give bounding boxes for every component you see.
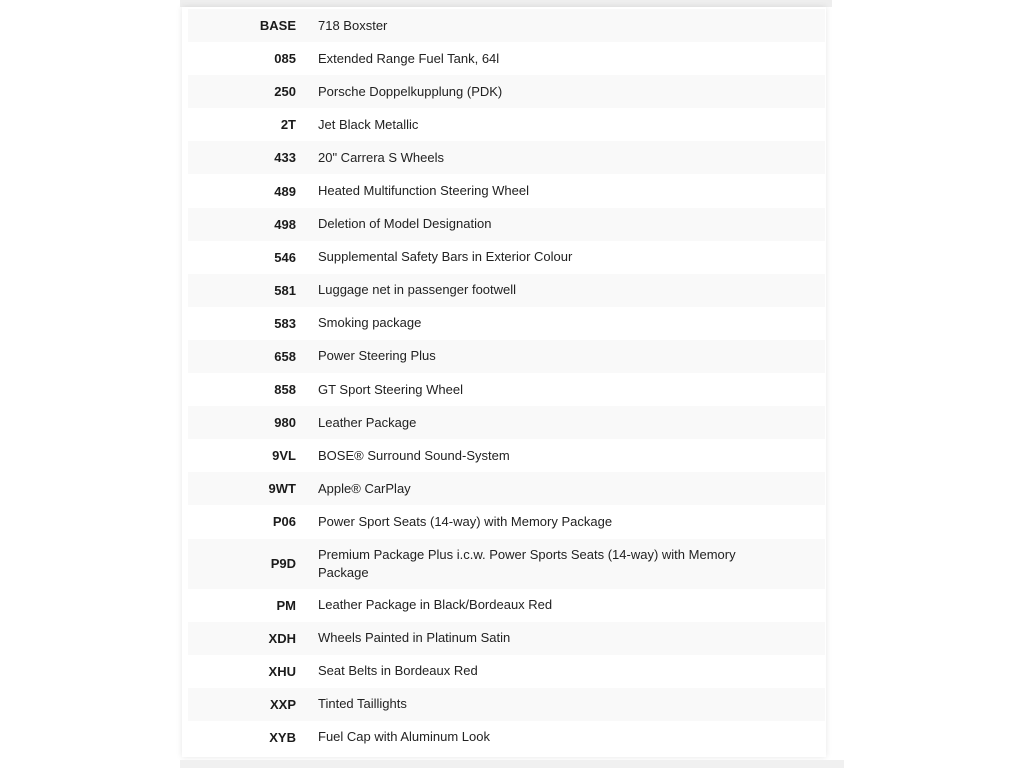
table-row — [188, 721, 825, 754]
option-code: 498 — [188, 208, 318, 241]
table-row — [188, 274, 825, 307]
table-row — [188, 472, 825, 505]
table-row — [188, 75, 825, 108]
option-code: 2T — [188, 108, 318, 141]
table-row — [188, 439, 825, 472]
option-description: Power Sport Seats (14-way) with Memory Package — [318, 505, 825, 538]
option-description: Heated Multifunction Steering Wheel — [318, 174, 825, 207]
option-code: 546 — [188, 241, 318, 274]
table-row — [188, 42, 825, 75]
option-code: 9VL — [188, 439, 318, 472]
option-description: Apple® CarPlay — [318, 472, 825, 505]
option-description: Seat Belts in Bordeaux Red — [318, 655, 825, 688]
option-code: XXP — [188, 688, 318, 721]
table-row — [188, 307, 825, 340]
option-code: XYB — [188, 721, 318, 754]
table-row — [188, 589, 825, 622]
option-code: 9WT — [188, 472, 318, 505]
option-description: GT Sport Steering Wheel — [318, 373, 825, 406]
table-row — [188, 141, 825, 174]
option-code: 980 — [188, 406, 318, 439]
option-description: Supplemental Safety Bars in Exterior Colour — [318, 241, 825, 274]
option-description: Tinted Taillights — [318, 688, 825, 721]
table-row — [188, 108, 825, 141]
option-code: 581 — [188, 274, 318, 307]
table-row — [188, 655, 825, 688]
table-row — [188, 208, 825, 241]
table-row — [188, 9, 825, 42]
table-row — [188, 174, 825, 207]
option-code: P06 — [188, 505, 318, 538]
option-code: 658 — [188, 340, 318, 373]
options-table — [188, 9, 825, 754]
option-code: P9D — [188, 539, 318, 589]
option-code: 858 — [188, 373, 318, 406]
option-code: 250 — [188, 75, 318, 108]
option-code: 489 — [188, 174, 318, 207]
option-description: Leather Package in Black/Bordeaux Red — [318, 589, 825, 622]
table-row — [188, 373, 825, 406]
option-description: Power Steering Plus — [318, 340, 825, 373]
option-code: BASE — [188, 9, 318, 42]
option-description: BOSE® Surround Sound-System — [318, 439, 825, 472]
options-table-body — [188, 9, 825, 754]
table-row — [188, 406, 825, 439]
option-description: Leather Package — [318, 406, 825, 439]
option-description: Fuel Cap with Aluminum Look — [318, 721, 825, 754]
option-code: PM — [188, 589, 318, 622]
table-row — [188, 688, 825, 721]
option-code: XDH — [188, 622, 318, 655]
table-row — [188, 505, 825, 538]
option-description: Luggage net in passenger footwell — [318, 274, 825, 307]
option-description: 20" Carrera S Wheels — [318, 141, 825, 174]
option-code: 433 — [188, 141, 318, 174]
table-row — [188, 241, 825, 274]
top-divider — [180, 0, 832, 7]
table-row — [188, 340, 825, 373]
option-code: 085 — [188, 42, 318, 75]
option-description: Extended Range Fuel Tank, 64l — [318, 42, 825, 75]
table-row — [188, 539, 825, 589]
option-description: Smoking package — [318, 307, 825, 340]
option-description: 718 Boxster — [318, 9, 825, 42]
bottom-divider — [180, 760, 844, 768]
option-description: Porsche Doppelkupplung (PDK) — [318, 75, 825, 108]
option-description: Deletion of Model Designation — [318, 208, 825, 241]
option-code: 583 — [188, 307, 318, 340]
option-description: Jet Black Metallic — [318, 108, 825, 141]
option-description: Wheels Painted in Platinum Satin — [318, 622, 825, 655]
option-description: Premium Package Plus i.c.w. Power Sports Seats (14-way) with Memory Package — [318, 539, 825, 589]
table-row — [188, 622, 825, 655]
option-code: XHU — [188, 655, 318, 688]
